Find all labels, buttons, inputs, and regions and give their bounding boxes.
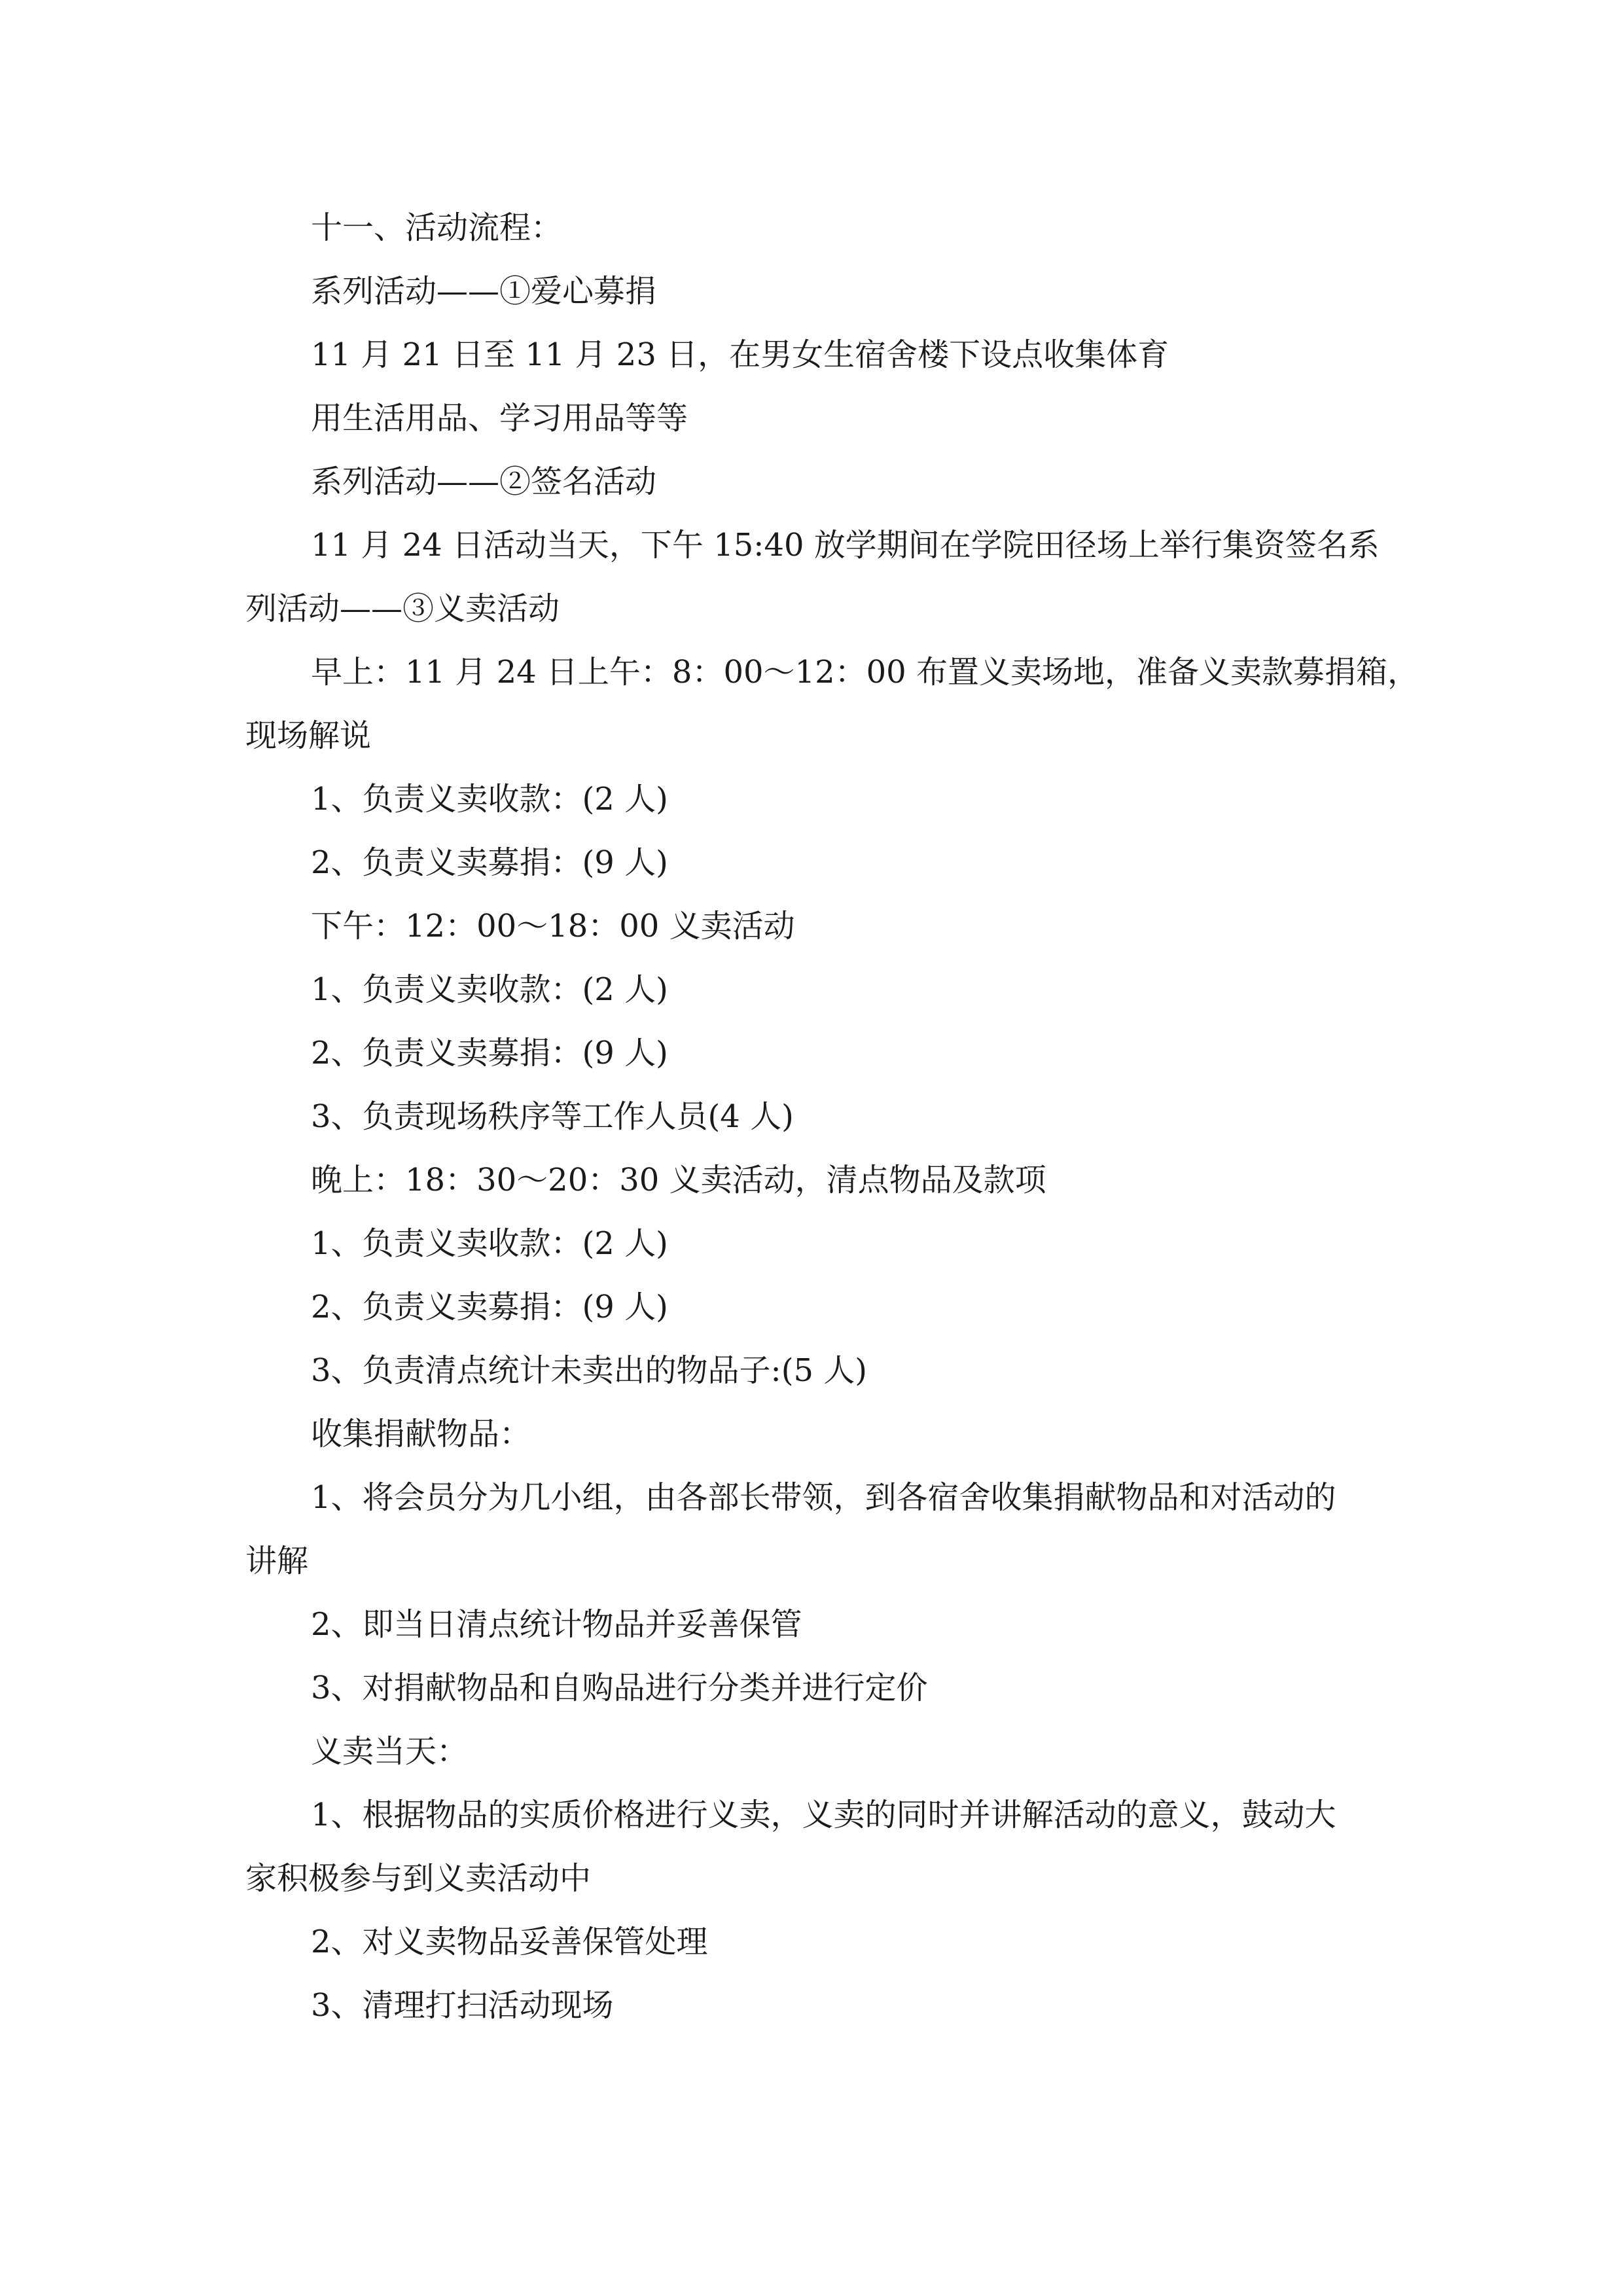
paragraph-line: 系列活动——②签名活动 [311, 463, 657, 500]
paragraph-line: 11 月 21 日至 11 月 23 日，在男女生宿舍楼下设点收集体育 [311, 336, 1169, 373]
paragraph-line: 用生活用品、学习用品等等 [311, 400, 688, 437]
list-item: 1、负责义卖收款：(2 人) [311, 971, 668, 1008]
list-item: 2、负责义卖募捐：(9 人) [311, 844, 668, 881]
list-item: 3、负责现场秩序等工作人员(4 人) [311, 1098, 794, 1135]
paragraph-line: 系列活动——①爱心募捐 [311, 273, 657, 310]
paragraph-line: 11 月 24 日活动当天，下午 15:40 放学期间在学院田径场上举行集资签名系 [311, 527, 1380, 564]
paragraph-line: 下午：12：00～18：00 义卖活动 [311, 908, 795, 944]
section-heading: 十一、活动流程： [311, 209, 563, 246]
paragraph-line: 收集捐献物品： [311, 1416, 531, 1452]
paragraph-line: 义卖当天： [311, 1733, 469, 1770]
paragraph-line: 列活动——③义卖活动 [245, 590, 560, 627]
list-item: 1、将会员分为几小组，由各部长带领，到各宿舍收集捐献物品和对活动的 [311, 1479, 1336, 1516]
paragraph-line: 现场解说 [245, 717, 372, 754]
list-item: 2、对义卖物品妥善保管处理 [311, 1924, 708, 1960]
list-item: 1、根据物品的实质价格进行义卖，义卖的同时并讲解活动的意义，鼓动大 [311, 1797, 1336, 1833]
paragraph-line: 晚上：18：30～20：30 义卖活动，清点物品及款项 [311, 1162, 1046, 1198]
list-item: 3、负责清点统计未卖出的物品子:(5 人) [311, 1352, 867, 1389]
list-item: 1、负责义卖收款：(2 人) [311, 781, 668, 817]
list-item: 3、对捐献物品和自购品进行分类并进行定价 [311, 1670, 928, 1706]
paragraph-line: 讲解 [245, 1543, 309, 1579]
list-item: 2、负责义卖募捐：(9 人) [311, 1035, 668, 1071]
list-item: 1、负责义卖收款：(2 人) [311, 1225, 668, 1262]
list-item: 2、即当日清点统计物品并妥善保管 [311, 1606, 802, 1643]
paragraph-line: 早上：11 月 24 日上午：8：00～12：00 布置义卖场地，准备义卖款募捐箱， [311, 654, 1419, 691]
paragraph-line: 家积极参与到义卖活动中 [245, 1860, 592, 1897]
document-body [245, 196, 1419, 2037]
list-item: 2、负责义卖募捐：(9 人) [311, 1289, 668, 1325]
list-item: 3、清理打扫活动现场 [311, 1987, 614, 2024]
